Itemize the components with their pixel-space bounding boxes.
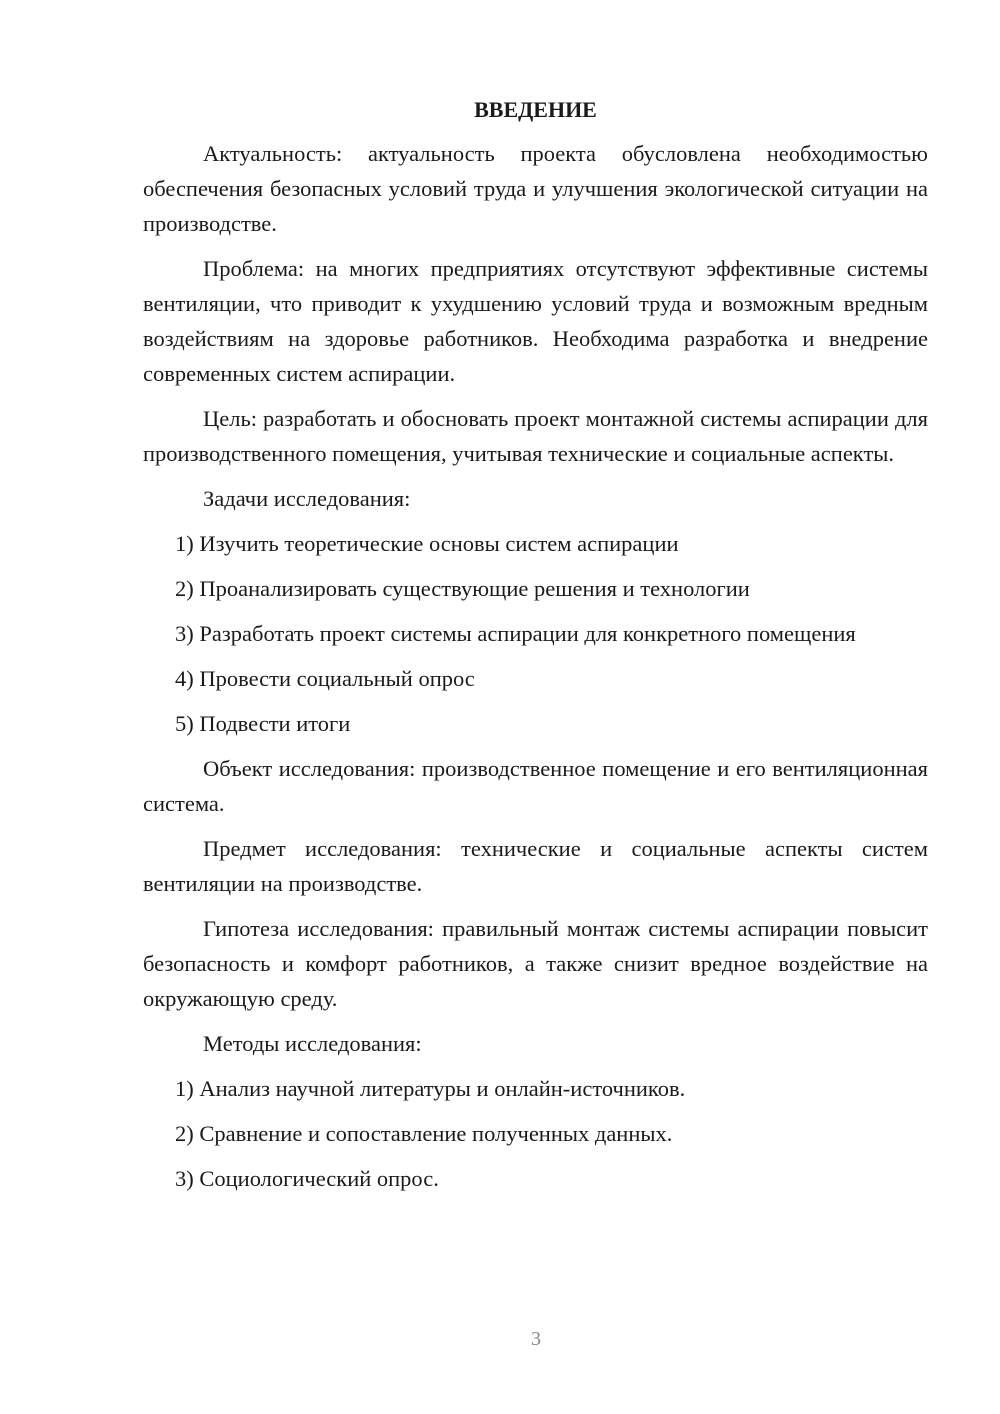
tasks-heading: Задачи исследования: — [203, 486, 411, 511]
task-item-2: 2) Проанализировать существующие решения и технологии — [175, 576, 750, 601]
page-number: 3 — [531, 1328, 541, 1350]
task-item-5: 5) Подвести итоги — [175, 711, 351, 736]
task-item-3: 3) Разработать проект системы аспирации для конкретного помещения — [175, 621, 856, 646]
method-item-3: 3) Социологический опрос. — [175, 1166, 439, 1191]
method-item-1: 1) Анализ научной литературы и онлайн-источников. — [175, 1076, 686, 1101]
section-title: ВВЕДЕНИЕ — [474, 97, 597, 122]
paragraph-problem: Проблема: на многих предприятиях отсутствуют эффективные системы вентиляции, что приводит к ухудшению условий труда и возможным вредным воздействиям на здоровье работников. Необходима разработка и внедрение современных систем аспирации. — [143, 256, 928, 386]
document-page — [143, 92, 928, 1206]
paragraph-subject: Предмет исследования: технические и социальные аспекты систем вентиляции на производстве. — [143, 836, 928, 896]
paragraph-relevance: Актуальность: актуальность проекта обусловлена необходимостью обеспечения безопасных условий труда и улучшения экологической ситуации на производстве. — [143, 141, 928, 236]
methods-heading: Методы исследования: — [203, 1031, 422, 1056]
paragraph-object: Объект исследования: производственное помещение и его вентиляционная система. — [143, 756, 928, 816]
paragraph-hypothesis: Гипотеза исследования: правильный монтаж системы аспирации повысит безопасность и комфорт работников, а также снизит вредное воздействие на окружающую среду. — [143, 916, 928, 1011]
paragraph-goal: Цель: разработать и обосновать проект монтажной системы аспирации для производственного помещения, учитывая технические и социальные аспекты. — [143, 406, 928, 466]
task-item-4: 4) Провести социальный опрос — [175, 666, 475, 691]
task-item-1: 1) Изучить теоретические основы систем аспирации — [175, 531, 679, 556]
method-item-2: 2) Сравнение и сопоставление полученных данных. — [175, 1121, 673, 1146]
